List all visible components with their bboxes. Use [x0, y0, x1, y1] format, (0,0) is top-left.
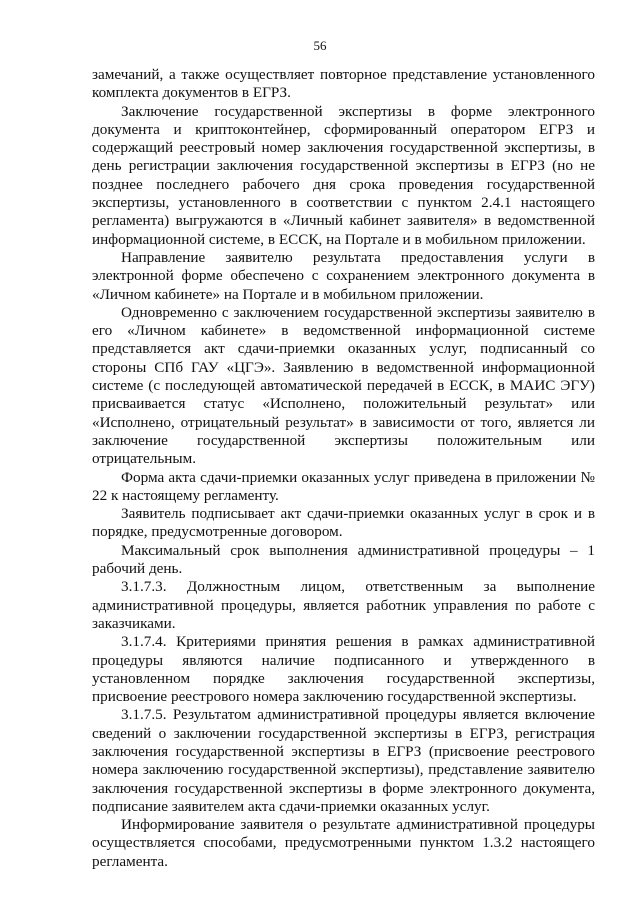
paragraph-11: Информирование заявителя о результате административной процедуры осуществляется способами, предусмотренными пунктом 1.3.2 настоящего регламента. [92, 816, 595, 870]
paragraph-9: 3.1.7.4. Критериями принятия решения в рамках административной процедуры являются наличие подписанного и утвержденного в установленном порядке заключения государственной экспертизы, присвоение реестрового номера заключению государственной экспертизы. [92, 633, 595, 706]
paragraph-2: Заключение государственной экспертизы в форме электронного документа и криптоконтейнер, сформированный оператором ЕГРЗ и содержащий реестровый номер заключения государственной экспертизы, в день регистрации заключения государственной экспертизы в ЕГРЗ (но не позднее последнего рабочего дня срока проведения государственной экспертизы, установленного в соответствии с пунктом 2.4.1 настоящего регламента) выгружаются в «Личный кабинет заявителя» в ведомственной информационной системе, в ЕССК, на Портале и в мобильном приложении. [92, 102, 595, 248]
paragraph-5: Форма акта сдачи-приемки оказанных услуг приведена в приложении № 22 к настоящему регламенту. [92, 468, 595, 504]
paragraph-1: замечаний, а также осуществляет повторное представление установленного комплекта документов в ЕГРЗ. [92, 66, 595, 102]
page-number: 56 [313, 38, 327, 53]
paragraph-6: Заявитель подписывает акт сдачи-приемки оказанных услуг в срок и в порядке, предусмотренные договором. [92, 505, 595, 541]
paragraph-8: 3.1.7.3. Должностным лицом, ответственным за выполнение административной процедуры, является работник управления по работе с заказчиками. [92, 578, 595, 632]
paragraph-10: 3.1.7.5. Результатом административной процедуры является включение сведений о заключении государственной экспертизы в ЕГРЗ, регистрация заключения государственной экспертизы в ЕГРЗ (присвоение реестрового номера заключению государственной экспертизы), представление заявителю заключения государственной экспертизы в форме электронного документа, подписание заявителем акта сдачи-приемки оказанных услуг. [92, 706, 595, 815]
document-body [92, 66, 595, 871]
paragraph-4: Одновременно с заключением государственной экспертизы заявителю в его «Личном кабинете» в ведомственной информационной системе представляется акт сдачи-приемки оказанных услуг, подписанный со стороны СПб ГАУ «ЦГЭ». Заявлению в ведомственной информационной системе (с последующей автоматической передачей в ЕССК, в МАИС ЭГУ) присваивается статус «Исполнено, положительный результат» или «Исполнено, отрицательный результат» в зависимости от того, является ли заключение государственной экспертизы положительным или отрицательным. [92, 303, 595, 468]
paragraph-7: Максимальный срок выполнения административной процедуры – 1 рабочий день. [92, 541, 595, 578]
paragraph-3: Направление заявителю результата предоставления услуги в электронной форме обеспечено с сохранением электронного документа в «Личном кабинете» на Портале и в мобильном приложении. [92, 248, 595, 303]
